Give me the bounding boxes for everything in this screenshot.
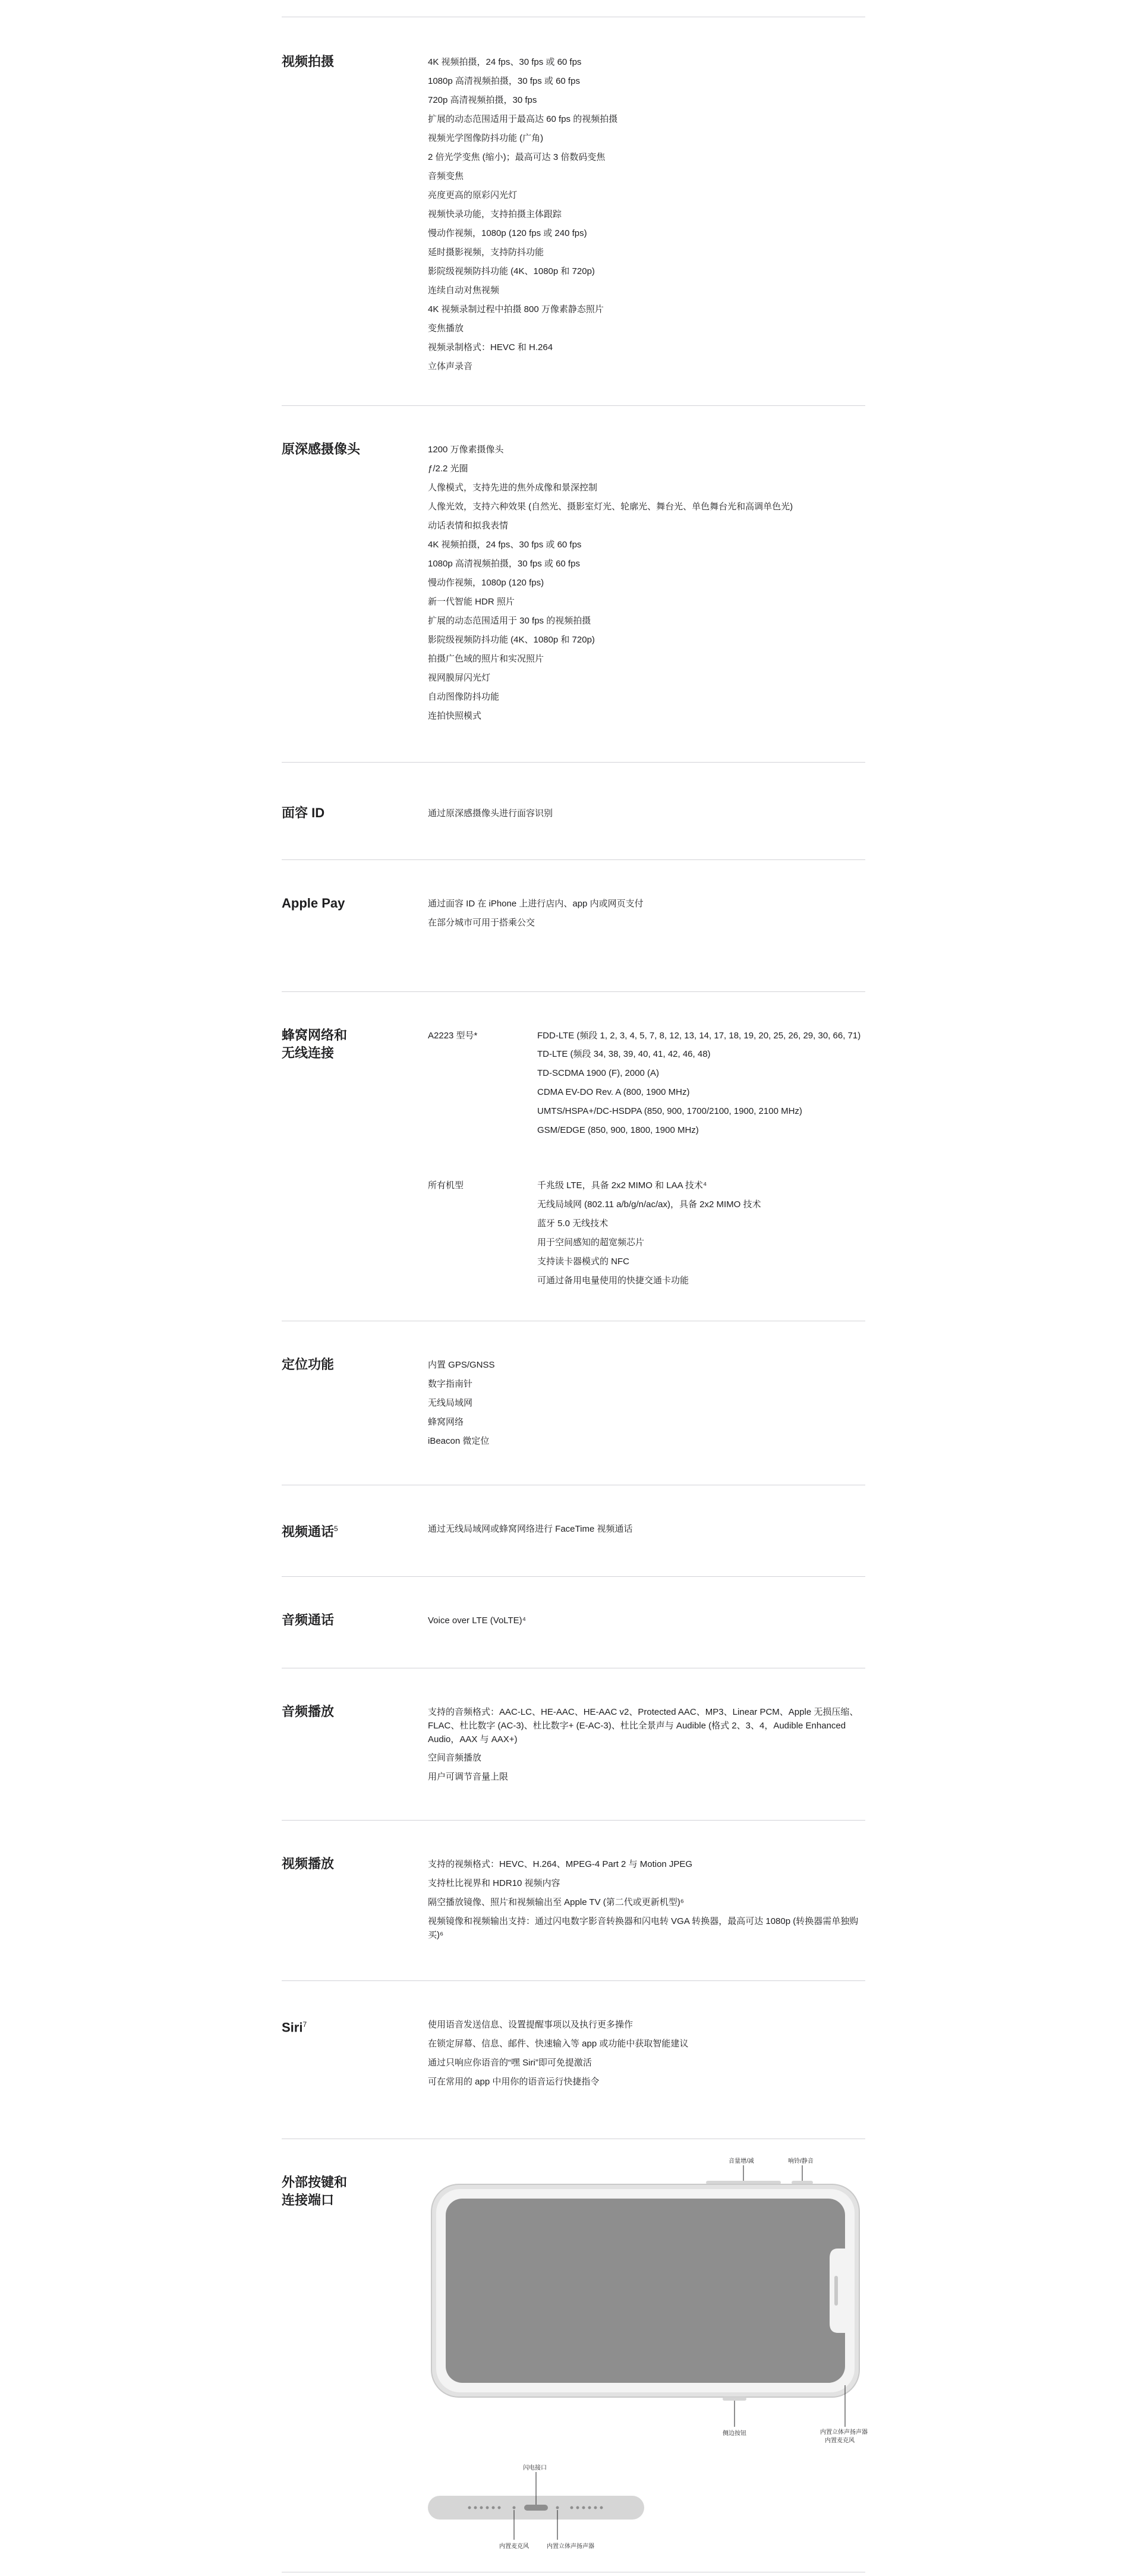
label-side-button: 侧边按钮 [723,2430,746,2437]
siri-feature-list [428,2016,865,2092]
section-title: Apple Pay [282,896,345,911]
list-item: 用户可调节音量上限 [428,1772,509,1782]
faceid-feature-list [428,804,865,823]
list-item: 通过无线局域网或蜂窝网络进行 FaceTime 视频通话 [428,1524,633,1534]
list-item: 蓝牙 5.0 无线技术 [537,1218,609,1229]
list-item: 亮度更高的原彩闪光灯 [428,190,518,200]
section-location [282,1321,865,1485]
label-lightning: 闪电接口 [523,2465,547,2471]
list-item: 无线局域网 [428,1398,473,1408]
section-video-recording [282,17,865,406]
location-feature-list [428,1356,865,1451]
label-bottom-mic: 内置麦克风 [499,2543,529,2550]
label-volume: 音量增/减 [729,2158,754,2165]
list-item: 延时摄影视频，支持防抖功能 [428,247,544,257]
list-item: 通过只响应你语音的“嘿 Siri”即可免提激活 [428,2058,592,2068]
list-item: 自动图像防抖功能 [428,692,500,702]
list-item: 720p 高清视频拍摄，30 fps [428,95,537,105]
section-title: 定位功能 [282,1357,335,1372]
applepay-feature-list [428,895,865,933]
videoplay-feature-list [428,1855,865,1944]
list-item: 通过原深感摄像头进行面容识别 [428,808,553,818]
list-item: 4K 视频拍摄，24 fps、30 fps 或 60 fps [428,540,582,550]
list-item: 在锁定屏幕、信息、邮件、快速输入等 app 或功能中获取智能建议 [428,2039,689,2049]
list-item: 4K 视频拍摄，24 fps、30 fps 或 60 fps [428,57,582,67]
section-title-line2: 连接端口 [282,2193,335,2207]
list-item: 可通过备用电量使用的快捷交通卡功能 [537,1276,689,1286]
list-item: 1080p 高清视频拍摄，30 fps 或 60 fps [428,559,580,569]
list-item: 动话表情和拟我表情 [428,521,509,531]
model-label: A2223 型号* [428,1031,478,1041]
earpiece [834,2276,838,2306]
section-audio-call [282,1576,865,1668]
section-buttons-ports [282,2139,868,2572]
list-item: 立体声录音 [428,361,473,371]
list-item: 通过面容 ID 在 iPhone 上进行店内、app 内或网页支付 [428,899,644,909]
audiocall-feature-list [428,1611,865,1630]
iphone-diagram-svg [428,2159,865,2552]
list-item: 在部分城市可用于搭乘公交 [428,918,535,928]
videocall-feature-list [428,1520,865,1539]
model-band-list [537,1026,865,1140]
section-title [282,2174,347,2209]
list-item: 千兆级 LTE，具备 2x2 MIMO 和 LAA 技术⁴ [537,1180,707,1191]
section-title-line2: 无线连接 [282,1045,335,1060]
list-item: 隔空播放镜像、照片和视频输出至 Apple TV (第二代或更新机型)⁶ [428,1897,684,1907]
list-item: FDD-LTE (频段 1, 2, 3, 4, 5, 7, 8, 12, 13, 14, 17, 18, 19, 20, 25, 26, 29, 30, 66, 71) [537,1031,861,1041]
list-item: 视频录制格式：HEVC 和 H.264 [428,342,553,352]
all-models-list [537,1176,865,1290]
label-right-mic: 内置麦克风 [825,2438,855,2444]
section-cellular-wireless [282,991,865,1321]
list-item: 音频变焦 [428,171,464,181]
section-title-line1: 外部按键和 [282,2175,348,2190]
list-item: 慢动作视频，1080p (120 fps 或 240 fps) [428,228,587,238]
section-title: 视频拍摄 [282,54,335,69]
section-title: 原深感摄像头 [282,442,361,456]
side-button [723,2397,746,2401]
list-item: 影院级视频防抖功能 (4K、1080p 和 720p) [428,635,595,645]
phone-screen [446,2199,845,2383]
list-item: 2 倍光学变焦 (缩小)；最高可达 3 倍数码变焦 [428,152,606,162]
list-item: 连拍快照模式 [428,711,482,721]
list-item: GSM/EDGE (850, 900, 1800, 1900 MHz) [537,1125,699,1135]
iphone-ports-diagram [428,2158,868,2552]
section-title-text: 视频通话 [282,1524,335,1539]
section-title: 面容 ID [282,805,325,820]
list-item: 1080p 高清视频拍摄，30 fps 或 60 fps [428,76,580,86]
list-item: 无线局域网 (802.11 a/b/g/n/ac/ax)，具备 2x2 MIMO 技术 [537,1199,761,1210]
list-item: 视频快录功能，支持拍摄主体跟踪 [428,209,562,219]
truedepth-feature-list [428,440,865,726]
label-ring-silent: 响铃/静音 [788,2158,814,2165]
list-item: 视频镜像和视频输出支持：通过闪电数字影音转换器和闪电转 VGA 转换器，最高可达 1080p (转换器需单独购买)⁶ [428,1916,859,1940]
video-feature-list [428,53,865,376]
list-item: 变焦播放 [428,323,464,333]
list-item: 可在常用的 app 中用你的语音运行快捷指令 [428,2077,600,2087]
list-item: 扩展的动态范围适用于最高达 60 fps 的视频拍摄 [428,114,618,124]
all-models-label: 所有机型 [428,1180,464,1191]
list-item: 1200 万像素摄像头 [428,445,504,455]
section-audio-playback [282,1668,865,1821]
list-item: 支持的音频格式：AAC-LC、HE-AAC、HE-AAC v2、Protected AAC、MP3、Linear PCM、Apple 无损压缩、FLAC、杜比数字 (AC-3)、杜比数字+ (E-AC-3)、杜比全景声与 Audible (格式 2、3、4，Audible Enhanced Audio，AAX 与 AAX+) [428,1707,859,1744]
list-item: 用于空间感知的超宽频芯片 [537,1237,645,1248]
list-item: 使用语音发送信息、设置提醒事项以及执行更多操作 [428,2020,633,2030]
section-title [282,1026,347,1062]
list-item: Voice over LTE (VoLTE)⁴ [428,1615,527,1626]
list-item: 慢动作视频，1080p (120 fps) [428,578,544,588]
list-item: 支持的视频格式：HEVC、H.264、MPEG-4 Part 2 与 Motion JPEG [428,1859,693,1869]
list-item: TD-LTE (频段 34, 38, 39, 40, 41, 42, 46, 48) [537,1049,711,1059]
list-item: 影院级视频防抖功能 (4K、1080p 和 720p) [428,266,595,276]
list-item: UMTS/HSPA+/DC-HSDPA (850, 900, 1700/2100, 1900, 2100 MHz) [537,1106,802,1116]
section-truedepth-camera [282,405,865,763]
list-item: 新一代智能 HDR 照片 [428,597,515,607]
section-face-id [282,762,865,860]
lightning-port [524,2505,548,2511]
section-title-text: Siri [282,2020,303,2035]
list-item: 连续自动对焦视频 [428,285,500,295]
list-item: 视频光学图像防抖功能 (广角) [428,133,544,143]
footnote-mark: 7 [302,2020,307,2029]
section-title [282,1520,338,1541]
list-item: 拍摄广色域的照片和实况照片 [428,654,544,664]
label-bottom-speaker: 内置立体声扬声器 [547,2543,594,2550]
list-item: 数字指南针 [428,1379,473,1389]
list-item: 扩展的动态范围适用于 30 fps 的视频拍摄 [428,616,591,626]
label-top-speaker: 内置立体声扬声器 [820,2429,868,2436]
section-video-call [282,1485,865,1577]
list-item: ƒ/2.2 光圈 [428,464,468,474]
list-item: 人像模式，支持先进的焦外成像和景深控制 [428,483,598,493]
section-video-playback [282,1820,865,1981]
section-title: 音频播放 [282,1704,335,1719]
section-title [282,2016,307,2036]
section-apple-pay [282,859,865,992]
list-item: 蜂窝网络 [428,1417,464,1427]
section-title: 音频通话 [282,1613,335,1627]
list-item: 人像光效，支持六种效果 (自然光、摄影室灯光、轮廓光、舞台光、单色舞台光和高调单色光) [428,502,793,512]
section-title-line1: 蜂窝网络和 [282,1028,348,1043]
footnote-mark: 5 [334,1525,338,1533]
list-item: TD-SCDMA 1900 (F), 2000 (A) [537,1068,660,1078]
section-siri [282,1980,865,2139]
list-item: 支持杜比视界和 HDR10 视频内容 [428,1878,560,1888]
list-item: 空间音频播放 [428,1753,482,1763]
list-item: 内置 GPS/GNSS [428,1360,495,1370]
list-item: 4K 视频录制过程中拍摄 800 万像素静态照片 [428,304,604,314]
list-item: 视网膜屏闪光灯 [428,673,491,683]
audio-feature-list [428,1703,865,1787]
list-item: CDMA EV-DO Rev. A (800, 1900 MHz) [537,1087,690,1097]
list-item: iBeacon 微定位 [428,1436,490,1446]
section-title: 视频播放 [282,1856,335,1871]
list-item: 支持读卡器模式的 NFC [537,1256,629,1267]
